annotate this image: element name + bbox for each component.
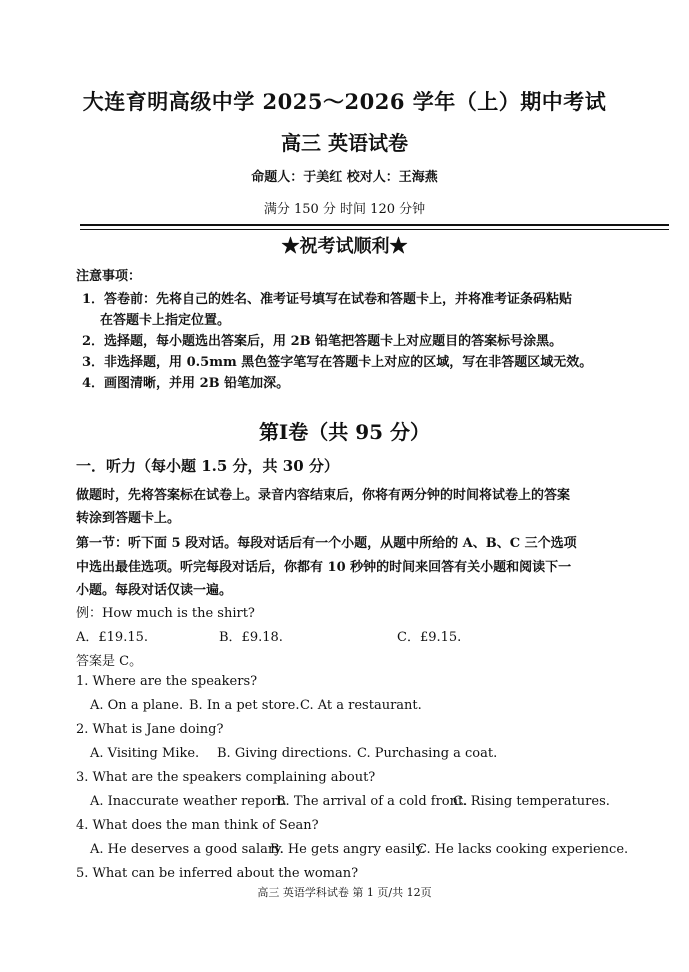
- example-answer: 答案是 C。: [76, 654, 143, 669]
- question-4-option-a: A. He deserves a good salary.: [90, 842, 284, 857]
- question-2-option-c: C. Purchasing a coat.: [357, 746, 498, 761]
- question-3-option-b: B. The arrival of a cold front.: [276, 794, 468, 809]
- intro-line: 转涂到答题卡上。: [76, 511, 181, 526]
- question-3-option-a: A. Inaccurate weather report.: [90, 794, 287, 809]
- question-2-option-a: A. Visiting Mike.: [90, 746, 200, 761]
- question-1-option-b: B. In a pet store.: [189, 698, 300, 713]
- question-3-option-c: C. Rising temperatures.: [453, 794, 610, 809]
- header-divider-thick: [80, 224, 669, 226]
- header-divider-thin: [80, 229, 669, 230]
- example-option-c: C．£9.15.: [397, 630, 462, 645]
- example-question: 例：How much is the shirt?: [76, 606, 255, 621]
- exam-subtitle: 高三 英语试卷: [281, 131, 408, 155]
- exam-title: 大连育明高级中学 2025～2026 学年（上）期中考试: [82, 89, 607, 114]
- example-option-b: B．£9.18.: [219, 630, 283, 645]
- notice-item: 1．答卷前：先将自己的姓名、准考证号填写在试卷和答题卡上，并将准考证条码粘贴: [82, 292, 573, 307]
- question-1-option-c: C. At a restaurant.: [300, 698, 422, 713]
- intro-line: 第一节：听下面 5 段对话。每段对话后有一个小题，从题中所给的 A、B、C 三个选项: [76, 536, 577, 551]
- question-1-option-a: A. On a plane.: [90, 698, 184, 713]
- good-luck-banner: ★祝考试顺利★: [281, 236, 408, 257]
- exam-setters: 命题人：于美红 校对人：王海燕: [251, 170, 438, 185]
- notice-item: 在答题卡上指定位置。: [100, 313, 231, 328]
- intro-line: 中选出最佳选项。听完每段对话后，你都有 10 秒钟的时间来回答有关小题和阅读下一: [76, 560, 572, 575]
- question-4-option-c: C. He lacks cooking experience.: [417, 842, 629, 857]
- page-footer: 高三 英语学科试卷 第 1 页/共 12页: [257, 886, 432, 899]
- example-option-a: A．£19.15.: [76, 630, 149, 645]
- notice-item: 2．选择题，每小题选出答案后，用 2B 铅笔把答题卡上对应题目的答案标号涂黑。: [82, 334, 563, 349]
- section-title: 第Ⅰ卷（共 95 分）: [258, 420, 431, 444]
- notice-title: 注意事项：: [76, 269, 142, 284]
- question-4-option-b: B. He gets angry easily.: [270, 842, 426, 857]
- intro-line: 做题时，先将答案标在试卷上。录音内容结束后，你将有两分钟的时间将试卷上的答案: [76, 488, 571, 503]
- question-3: 3. What are the speakers complaining about?: [76, 770, 376, 785]
- question-4: 4. What does the man think of Sean?: [76, 818, 319, 833]
- listening-part-title: 一．听力（每小题 1.5 分，共 30 分）: [76, 457, 339, 475]
- question-2-option-b: B. Giving directions.: [217, 746, 352, 761]
- question-2: 2. What is Jane doing?: [76, 722, 224, 737]
- question-1: 1. Where are the speakers?: [76, 674, 258, 689]
- intro-line: 小题。每段对话仅读一遍。: [76, 583, 233, 598]
- score-and-time: 满分 150 分 时间 120 分钟: [263, 202, 426, 217]
- notice-item: 3．非选择题，用 0.5mm 黑色签字笔写在答题卡上对应的区域，写在非答题区域无效。: [82, 355, 593, 370]
- question-5: 5. What can be inferred about the woman?: [76, 866, 359, 881]
- notice-item: 4．画图清晰，并用 2B 铅笔加深。: [82, 376, 290, 391]
